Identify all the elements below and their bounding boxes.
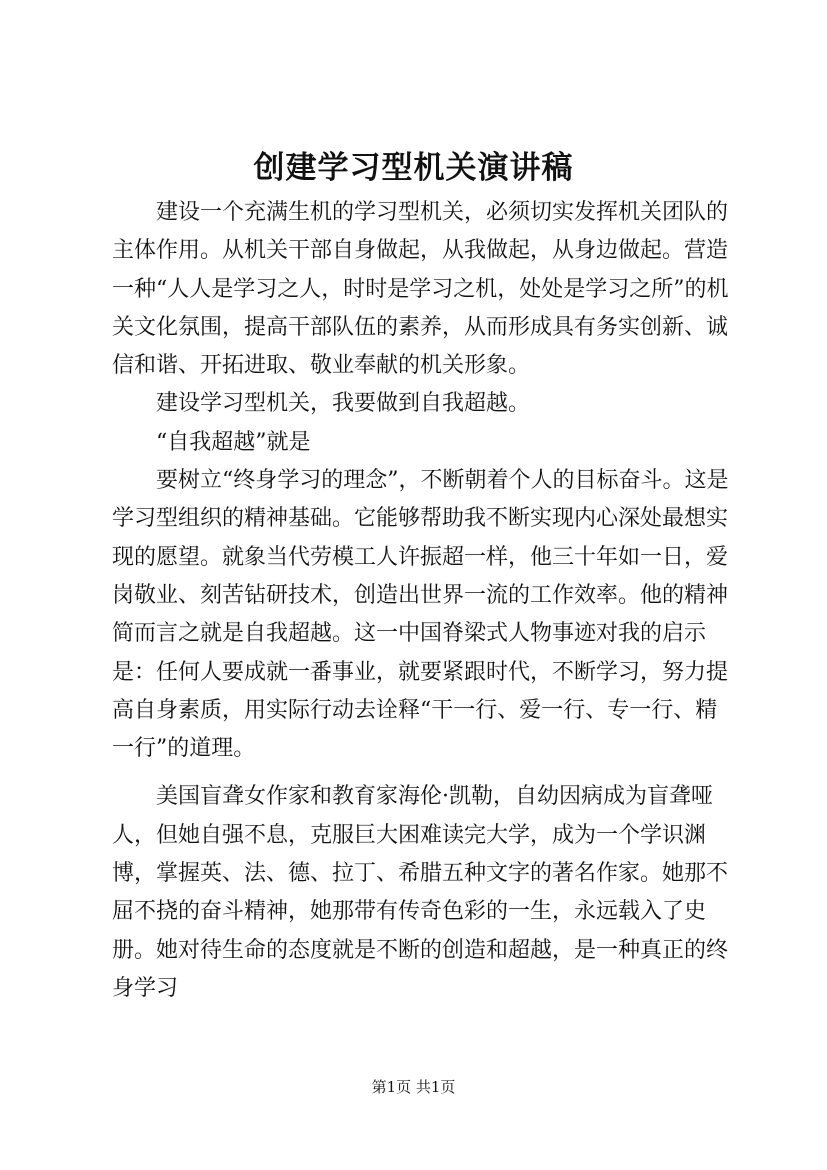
document-title: 创建学习型机关演讲稿 [253, 150, 574, 186]
document-body [112, 194, 738, 1008]
paragraph-1: 建设一个充满生机的学习型机关，必须切实发挥机关团队的主体作用。从机关干部自身做起，从我做起，从身边做起。营造一种“人人是学习之人，时时是学习之机，处处是学习之所”的机关文化氛围，提高干部队伍的素养，从而形成具有务实创新、诚信和谐、开拓进取、敬业奉献的机关形象。 [112, 200, 729, 379]
paragraph-5: 美国盲聋女作家和教育家海伦·凯勒，自幼因病成为盲聋哑人，但她自强不息，克服巨大困难读完大学，成为一个学识渊博，掌握英、法、德、拉丁、希腊五种文字的著名作家。她那不屈不挠的奋斗精神，她那带有传奇色彩的一生，永远载入了史册。她对待生命的态度就是不断的创造和超越，是一种真正的终身学习 [112, 784, 729, 1001]
paragraph-2: 建设学习型机关，我要做到自我超越。 [156, 391, 531, 417]
paragraph-3: “自我超越”就是 [156, 429, 311, 455]
page-footer: 第1页 共1页 [371, 1078, 456, 1096]
paragraph-4: 要树立“终身学习的理念”，不断朝着个人的目标奋斗。这是学习型组织的精神基础。它能够帮助我不断实现内心深处最想实现的愿望。就象当代劳模工人许振超一样，他三十年如一日，爱岗敬业、刻苦钻研技术，创造出世界一流的工作效率。他的精神简而言之就是自我超越。这一中国脊梁式人物事迹对我的启示是：任何人要成就一番事业，就要紧跟时代，不断学习，努力提高自身素质，用实际行动去诠释“干一行、爱一行、专一行、精一行”的道理。 [112, 468, 729, 762]
